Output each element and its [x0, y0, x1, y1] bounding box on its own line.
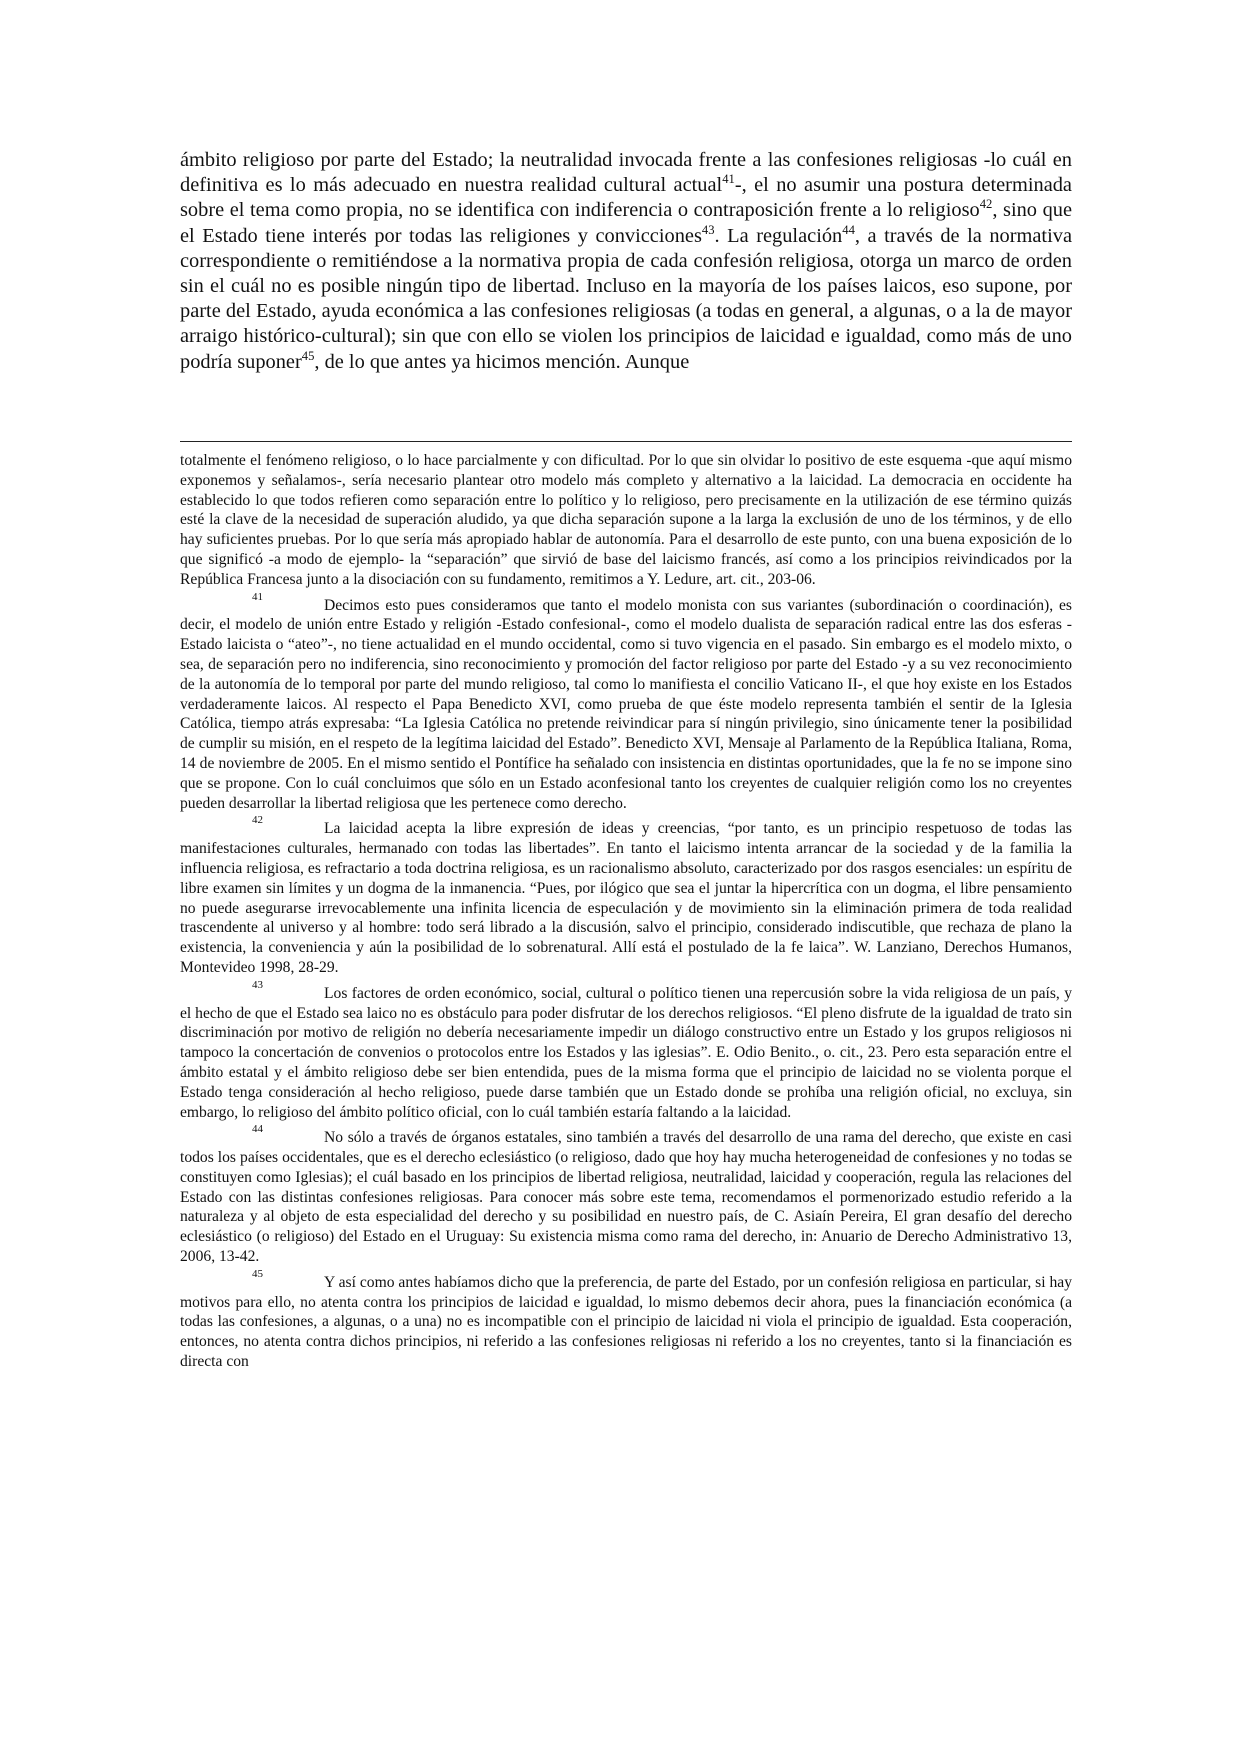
footnote-45: [180, 1268, 1072, 1372]
footnote-number: 43: [252, 978, 263, 991]
footnote-43: [180, 979, 1072, 1123]
body-text: , sino que el Estado tiene interés por todas las religiones y convicciones: [180, 199, 1073, 247]
footnote-41: [180, 591, 1072, 814]
footnote-number: 42: [252, 814, 263, 827]
footnote-text: Los factores de orden económico, social, cultural o político tienen una repercusión sobre la vida religiosa de un país, y el hecho de que el Estado sea laico no es obstáculo para poder disfrutar de los derechos religiosos. “El pleno disfrute de la igualdad de trato sin discriminación por motivo de religión no debería necesariamente impedir un diálogo constructivo entre un Estado y los grupos religiosos ni tampoco la concertación de convenios o protocolos entre los Estados y las iglesias”. E. Odio Benito., o. cit., 23. Pero esta separación entre el ámbito estatal y el ámbito religioso debe ser bien entendida, pues de la misma forma que el principio de laicidad no se violenta porque el Estado tenga consideración al hecho religioso, puede darse también que un Estado donde se prohíba una religión oficial, no excluya, sin embargo, lo religioso del ámbito político oficial, con lo cuál también estaría faltando a la laicidad.: [180, 984, 1072, 1121]
footnote-42: [180, 814, 1072, 977]
footnote-ref[interactable]: 44: [842, 222, 855, 237]
body-text: , de lo que antes ya hicimos mención. Aunque: [314, 350, 690, 373]
footnote-text: Y así como antes habíamos dicho que la preferencia, de parte del Estado, por un confesión religiosa en particular, si hay motivos para ello, no atenta contra los principios de laicidad e igualdad, lo mismo debemos decir ahora, pues la financiación económica (a todas las confesiones, a algunas, o a una) no es incompatible con el principio de laicidad ni viola el principio de igualdad. Esta cooperación, entonces, no atenta contra dichos principios, ni referido a las confesiones religiosas ni referido a los no creyentes, tanto si la financiación es directa con: [180, 1273, 1072, 1371]
footnote-ref[interactable]: 43: [701, 222, 715, 237]
footnote-text: Decimos esto pues consideramos que tanto el modelo monista con sus variantes (subordinación o coordinación), es decir, el modelo de unión entre Estado y religión -Estado confesional-, como el modelo dualista de separación radical entre las dos esferas -Estado laicista o “ateo”-, no tiene actualidad en el mundo occidental, como si tuvo vigencia en el pasado. Sin embargo es el modelo mixto, o sea, de separación pero no indiferencia, sino reconocimiento y promoción del factor religioso por parte del Estado -y a su vez reconocimiento de la autonomía de lo temporal por parte del mundo religioso, tal como lo manifiesta el concilio Vaticano II-, el que hoy existe en los Estados verdaderamente laicos. Al respecto el Papa Benedicto XVI, como prueba de que éste modelo representa también el sentir de la Iglesia Católica, tiempo atrás expresaba: “La Iglesia Católica no pretende reivindicar para sí ningún privilegio, sino únicamente tener la posibilidad de cumplir su misión, en el respeto de la legítima laicidad del Estado”. Benedicto XVI, Mensaje al Parlamento de la República Italiana, Roma, 14 de noviembre de 2005. En el mismo sentido el Pontífice ha señalado con insistencia en distintas oportunidades, que la fe no se impone sino que se propone. Con lo cuál concluimos que sólo en un Estado aconfesional tanto los creyentes de cualquier religión como los no creyentes pueden desarrollar la libertad religiosa que les pertenece como derecho.: [180, 596, 1072, 812]
footnote-44: [180, 1123, 1072, 1267]
footnote-number: 44: [252, 1123, 263, 1136]
footnote-ref[interactable]: 42: [979, 197, 993, 212]
body-text: ámbito religioso por parte del Estado; la neutralidad invocada frente a las confesiones religiosas -lo cuál en definitiva es lo más adecuado en nuestra realidad cultural actual: [180, 149, 1072, 197]
footnote-ref[interactable]: 41: [722, 172, 735, 187]
footnote-ref[interactable]: 45: [301, 348, 315, 363]
footnote-separator: [180, 441, 1072, 442]
footnote-text: La laicidad acepta la libre expresión de ideas y creencias, “por tanto, es un principio respetuoso de todas las manifestaciones culturales, hermanado con todas las libertades”. En tanto el laicismo intenta arrancar de la sociedad y de la familia la influencia religiosa, es refractario a toda doctrina religiosa, es un racionalismo absoluto, caracterizado por dos rasgos esenciales: un espíritu de libre examen sin límites y un dogma de la inmanencia. “Pues, por ilógico que sea el juntar la hipercrítica con un dogma, el libre pensamiento no puede asegurarse irrevocablemente una infinita licencia de especulación y de movimiento sin la eliminación primera de toda realidad trascendente al universo y al hombre: todo será librado a la discusión, salvo el principio, considerado indiscutible, que rechaza de plano la existencia, la conveniencia y aún la posibilidad de lo sobrenatural. Allí está el postulado de la fe laica”. W. Lanziano, Derechos Humanos, Montevideo 1998, 28-29.: [180, 820, 1072, 976]
footnote-number: 41: [252, 590, 263, 603]
footnote-number: 45: [252, 1267, 263, 1280]
footnote-text: No sólo a través de órganos estatales, sino también a través del desarrollo de una rama del derecho, que existe en casi todos los países occidentales, que es el derecho eclesiástico (o religioso, dado que hoy hay mucha heterogeneidad de confesiones y no todas se constituyen como Iglesias); el cuál basado en los principios de libertad religiosa, neutralidad, laicidad y cooperación, regula las relaciones del Estado con las distintas confesiones religiosas. Para conocer más sobre este tema, recomendamos el pormenorizado estudio referido a la naturaleza y al objeto de esta especialidad del derecho y su posibilidad en nuestro país, de C. Asiaín Pereira, El gran desafío del derecho eclesiástico (o religioso) del Estado en el Uruguay: Su existencia misma como rama del derecho, in: Anuario de Derecho Administrativo 13, 2006, 13-42.: [180, 1129, 1072, 1266]
body-text: -, el no asumir una postura determinada sobre el tema como propia, no se identifica con indiferencia o contraposición frente a lo religioso: [180, 174, 1072, 222]
footnotes-section: [180, 451, 1072, 1372]
footnote-continuation: totalmente el fenómeno religioso, o lo hace parcialmente y con dificultad. Por lo que sin olvidar lo positivo de este esquema -que aquí mismo exponemos y señalamos-, sería necesario plantear otro modelo más completo y alternativo a la laicidad. La democracia en occidente ha establecido lo que todos refieren como separación entre lo político y lo religioso, pero precisamente en la utilización de ese término quizás esté la clave de la necesidad de superación aludido, ya que dicha separación supone a la larga la exclusión de uno de los términos, y de ello hay suficientes pruebas. Por lo que sería más apropiado hablar de autonomía. Para el desarrollo de este punto, con una buena exposición de lo que significó -a modo de ejemplo- la “separación” que sirvió de base del laicismo francés, así como a los principios reivindicados por la República Francesa junto a la disociación con su fundamento, remitimos a Y. Ledure, art. cit., 203-06.: [180, 452, 1072, 588]
body-paragraph: [180, 148, 1072, 375]
body-text: . La regulación: [714, 224, 843, 247]
body-text: , a través de la normativa correspondiente o remitiéndose a la normativa propia de cada confesión religiosa, otorga un marco de orden sin el cuál no es posible ningún tipo de libertad. Incluso en la mayoría de los países laicos, eso supone, por parte del Estado, ayuda económica a las confesiones religiosas (a todas en general, a algunas, o a la de mayor arraigo histórico-cultural); sin que con ello se violen los principios de laicidad e igualdad, como más de uno podría suponer: [180, 224, 1073, 373]
